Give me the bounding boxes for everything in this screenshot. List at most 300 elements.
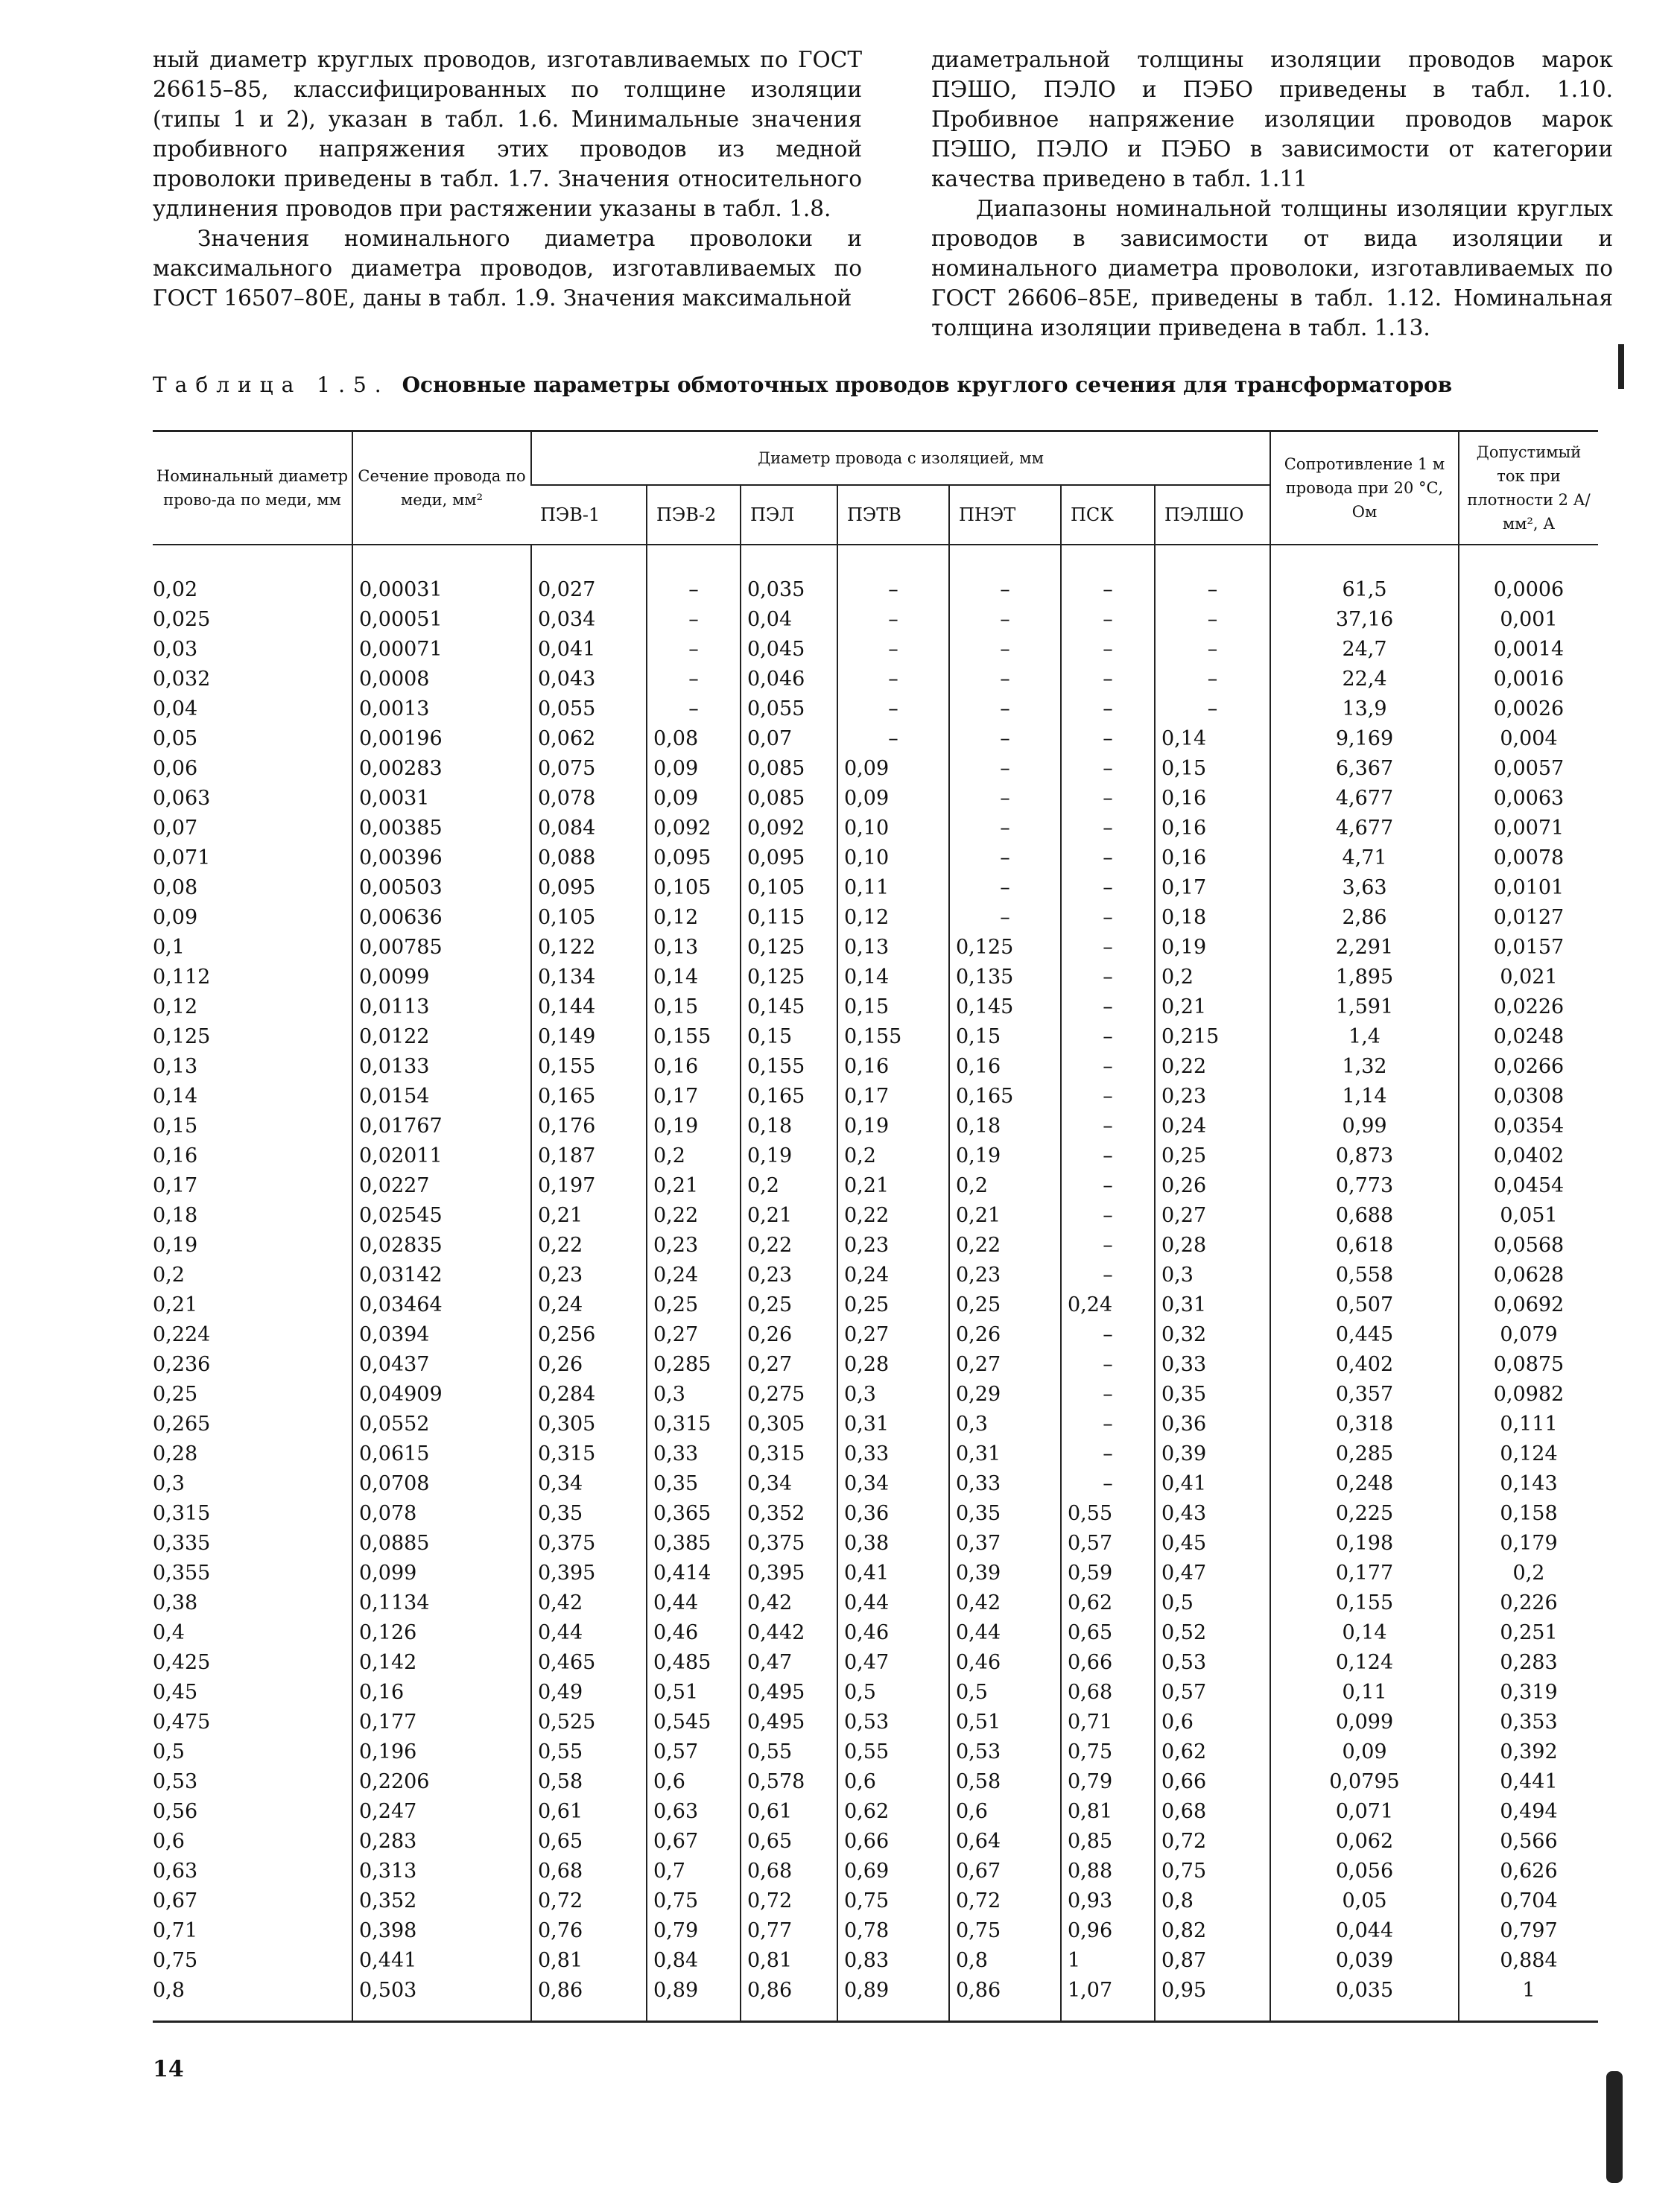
table-cell: 0,2 — [1459, 1559, 1598, 1588]
paragraph: ный диаметр круглых проводов, изготавливаемых по ГОСТ 26615–85, классифицированных по толщине изоляции (типы 1 и 2), указан в табл. 1.6. Минимальные значения пробивного напряжения этих проводов из медной проволоки приведены в табл. 1.7. Значения относительного удлинения проводов при растяжении указаны в табл. 1.8. — [153, 47, 862, 221]
table-cell: 0,2 — [1155, 963, 1270, 992]
table-cell: 0,112 — [153, 966, 211, 989]
table-cell: 0,49 — [531, 1678, 647, 1708]
table-cell: 0,095 — [531, 873, 647, 903]
table-cell: 0,075 — [531, 754, 647, 784]
table-cell: 0,084 — [531, 814, 647, 843]
table-cell: 0,0014 — [1459, 635, 1598, 665]
table-cell: 0,21 — [837, 1171, 949, 1201]
table-cell: 0,0308 — [1459, 1082, 1598, 1112]
table-row — [153, 1022, 1598, 1052]
table-row — [153, 1827, 1598, 1857]
table-cell: 0,442 — [741, 1618, 837, 1648]
table-cell: 0,335 — [153, 1532, 211, 1555]
table-cell: 0,16 — [1155, 784, 1270, 814]
table-cell: 0,0354 — [1459, 1112, 1598, 1141]
table-cell: 0,3 — [837, 1380, 949, 1410]
table-cell: 0,2 — [647, 1141, 741, 1171]
table-cell: 0,36 — [837, 1499, 949, 1529]
table-cell: 0,688 — [1270, 1201, 1459, 1231]
table-cell: 0,425 — [153, 1651, 211, 1674]
table-row — [153, 1082, 1598, 1112]
table-cell: 0,224 — [153, 1323, 211, 1346]
table-row — [153, 1529, 1598, 1559]
table-cell: 0,24 — [1061, 1290, 1155, 1320]
table-cell: 0,23 — [837, 1231, 949, 1261]
table-cell: 0,039 — [1270, 1946, 1459, 1976]
table-cell: – — [837, 635, 949, 665]
table-row — [153, 1469, 1598, 1499]
table-cell: 0,10 — [837, 843, 949, 873]
table-cell: 0,77 — [741, 1916, 837, 1946]
table-cell: 0,00503 — [352, 873, 531, 903]
table-cell: 0,75 — [1061, 1737, 1155, 1767]
header-brand: ПЭВ-1 — [531, 485, 647, 545]
table-cell: 0,69 — [837, 1857, 949, 1886]
table-cell: 0,395 — [531, 1559, 647, 1588]
table-cell: 0,59 — [1061, 1559, 1155, 1588]
table-cell: 0,044 — [1270, 1916, 1459, 1946]
table-cell: 0,85 — [1061, 1827, 1155, 1857]
table-cell: 0,124 — [1270, 1648, 1459, 1678]
table-cell: 0,75 — [837, 1886, 949, 1916]
table-cell: 0,197 — [531, 1171, 647, 1201]
table-row — [153, 1439, 1598, 1469]
table-cell: 0,078 — [531, 784, 647, 814]
table-cell: 0,27 — [647, 1320, 741, 1350]
table-cell: – — [949, 873, 1061, 903]
table-cell: 0,0078 — [1459, 843, 1598, 873]
table-cell: 0,2 — [741, 1171, 837, 1201]
table-cell: 0,16 — [352, 1678, 531, 1708]
table-cell: 0,55 — [531, 1737, 647, 1767]
table-cell: – — [837, 665, 949, 694]
table-cell: 0,578 — [741, 1767, 837, 1797]
table-cell: 0,285 — [647, 1350, 741, 1380]
table-cell: – — [647, 694, 741, 724]
table-row — [153, 575, 1598, 605]
table-cell: – — [1061, 1261, 1155, 1290]
table-cell: 0,79 — [1061, 1767, 1155, 1797]
table-cell: 0,177 — [1270, 1559, 1459, 1588]
table-cell: 0,31 — [1155, 1290, 1270, 1320]
table-cell: 0,64 — [949, 1827, 1061, 1857]
table-cell: 0,26 — [949, 1320, 1061, 1350]
table-cell: 0,03142 — [352, 1261, 531, 1290]
table-cell: 0,07 — [153, 817, 198, 840]
table-cell: 0,11 — [1270, 1678, 1459, 1708]
table-cell: 0,441 — [1459, 1767, 1598, 1797]
table-cell: 0,485 — [647, 1648, 741, 1678]
table-cell: 0,34 — [531, 1469, 647, 1499]
table-row — [153, 1976, 1598, 2022]
table-cell: 0,63 — [647, 1797, 741, 1827]
table-row — [153, 1559, 1598, 1588]
table-row — [153, 1380, 1598, 1410]
table-cell: 0,01767 — [352, 1112, 531, 1141]
table-cell: – — [1061, 605, 1155, 635]
table-cell: 0,62 — [1061, 1588, 1155, 1618]
table-cell: 0,44 — [837, 1588, 949, 1618]
table-cell: 0,0127 — [1459, 903, 1598, 933]
table-cell: – — [1061, 1082, 1155, 1112]
table-cell: – — [949, 665, 1061, 694]
table-cell: 0,0226 — [1459, 992, 1598, 1022]
table-cell: – — [1155, 635, 1270, 665]
table-cell: 0,402 — [1270, 1350, 1459, 1380]
table-cell: 0,19 — [741, 1141, 837, 1171]
table-cell: 0,395 — [741, 1559, 837, 1588]
table-cell: 0,198 — [1270, 1529, 1459, 1559]
table-cell: 0,68 — [531, 1857, 647, 1886]
table-cell: 0,441 — [352, 1946, 531, 1976]
table-cell: 0,105 — [531, 903, 647, 933]
table-cell: 24,7 — [1270, 635, 1459, 665]
table-cell: 0,17 — [153, 1174, 198, 1197]
table-cell: 0,124 — [1459, 1439, 1598, 1469]
table-row — [153, 814, 1598, 843]
table-cell: 0,61 — [741, 1797, 837, 1827]
table-cell: 0,12 — [647, 903, 741, 933]
table-cell: 0,0016 — [1459, 665, 1598, 694]
table-cell: 0,52 — [1155, 1618, 1270, 1648]
table-caption-title: Основные параметры обмоточных проводов круглого сечения для трансформаторов — [402, 373, 1453, 397]
table-cell: 0,318 — [1270, 1410, 1459, 1439]
table-cell: 0,23 — [647, 1231, 741, 1261]
table-cell: 0,155 — [531, 1052, 647, 1082]
table-cell: 0,45 — [153, 1681, 198, 1704]
table-cell: 0,27 — [1155, 1201, 1270, 1231]
table-cell: 0,86 — [531, 1976, 647, 2022]
table-cell: 0,00283 — [352, 754, 531, 784]
table-cell: 0,0454 — [1459, 1171, 1598, 1201]
table-cell: – — [1061, 694, 1155, 724]
table-cell: 0,47 — [741, 1648, 837, 1678]
table-cell: 0,6 — [949, 1797, 1061, 1827]
table-cell: 0,2 — [837, 1141, 949, 1171]
table-cell: 0,247 — [352, 1797, 531, 1827]
table-cell: 0,032 — [153, 668, 211, 691]
table-cell: 0,76 — [531, 1916, 647, 1946]
table-cell: 0,142 — [352, 1648, 531, 1678]
table-cell: 0,56 — [153, 1800, 198, 1823]
table-row — [153, 1320, 1598, 1350]
table-cell: – — [1061, 575, 1155, 605]
table-body — [153, 545, 1598, 2022]
table-cell: 0,085 — [741, 784, 837, 814]
table-cell: 0,111 — [1459, 1410, 1598, 1439]
table-row — [153, 724, 1598, 754]
table-cell: 0,25 — [153, 1383, 198, 1406]
table-row — [153, 635, 1598, 665]
table-cell: 0,24 — [647, 1261, 741, 1290]
table-cell: 0,18 — [1155, 903, 1270, 933]
table-row — [153, 694, 1598, 724]
table-cell: 0,33 — [949, 1469, 1061, 1499]
table-cell: 0,0795 — [1270, 1767, 1459, 1797]
table-cell: 0,17 — [837, 1082, 949, 1112]
table-cell: 0,062 — [531, 724, 647, 754]
table-row — [153, 1112, 1598, 1141]
table-cell: – — [949, 903, 1061, 933]
table-cell: 0,96 — [1061, 1916, 1155, 1946]
table-cell: 0,06 — [153, 757, 198, 780]
table-cell: 0,78 — [837, 1916, 949, 1946]
table-cell: 0,83 — [837, 1946, 949, 1976]
table-cell: 0,35 — [647, 1469, 741, 1499]
table-cell: 0,095 — [647, 843, 741, 873]
table-cell: 0,155 — [741, 1052, 837, 1082]
table-cell: 0,00636 — [352, 903, 531, 933]
table-cell: 0,265 — [153, 1413, 211, 1436]
table-row — [153, 1916, 1598, 1946]
table-cell: 0,0615 — [352, 1439, 531, 1469]
table-cell: 0,09 — [153, 906, 198, 929]
table-cell: 0,55 — [741, 1737, 837, 1767]
table-cell: 0,063 — [153, 787, 211, 810]
table-cell: 0,67 — [949, 1857, 1061, 1886]
table-cell: – — [1061, 873, 1155, 903]
table-cell: 0,143 — [1459, 1469, 1598, 1499]
table-cell: 0,248 — [1270, 1469, 1459, 1499]
table-cell: 0,19 — [1155, 933, 1270, 963]
table-cell: 0,35 — [949, 1499, 1061, 1529]
table-cell: 0,2 — [949, 1171, 1061, 1201]
table-cell: 0,51 — [949, 1708, 1061, 1737]
table-row — [153, 1290, 1598, 1320]
table-cell: 0,84 — [647, 1946, 741, 1976]
table-cell: 0,797 — [1459, 1916, 1598, 1946]
table-cell: 0,19 — [647, 1112, 741, 1141]
table-cell: 0,3 — [647, 1380, 741, 1410]
table-cell: 0,33 — [647, 1439, 741, 1469]
table-cell: 0,315 — [741, 1439, 837, 1469]
table-cell: 2,86 — [1270, 903, 1459, 933]
table-cell: 0,08 — [647, 724, 741, 754]
table-row — [153, 1767, 1598, 1797]
table-cell: 0,078 — [352, 1499, 531, 1529]
table-row — [153, 963, 1598, 992]
table-cell: 0,22 — [1155, 1052, 1270, 1082]
table-cell: 0,21 — [949, 1201, 1061, 1231]
table-cell: – — [1061, 724, 1155, 754]
table-cell: 0,035 — [741, 575, 837, 605]
table-cell: 0,09 — [647, 784, 741, 814]
table-cell: 0,398 — [352, 1916, 531, 1946]
table-cell: 0,225 — [1270, 1499, 1459, 1529]
table-cell: – — [1061, 784, 1155, 814]
table-cell: – — [837, 605, 949, 635]
table-cell: – — [1061, 1231, 1155, 1261]
table-cell: 0,27 — [949, 1350, 1061, 1380]
table-cell: 0,088 — [531, 843, 647, 873]
table-cell: 0,105 — [741, 873, 837, 903]
table-cell: 0,055 — [741, 694, 837, 724]
table-cell: 0,283 — [1459, 1648, 1598, 1678]
table-cell: 0,67 — [647, 1827, 741, 1857]
table-cell: 0,0692 — [1459, 1290, 1598, 1320]
table-cell: – — [1061, 635, 1155, 665]
table-cell: 0,0628 — [1459, 1261, 1598, 1290]
table-cell: 0,0026 — [1459, 694, 1598, 724]
header-diameter-group: Диаметр провода с изоляцией, мм — [531, 431, 1270, 486]
table-cell: 0,88 — [1061, 1857, 1155, 1886]
table-row — [153, 1141, 1598, 1171]
table-cell: 13,9 — [1270, 694, 1459, 724]
table-cell: 0,5 — [153, 1740, 185, 1763]
table-cell: 0,31 — [837, 1410, 949, 1439]
table-row — [153, 903, 1598, 933]
table-cell: 0,23 — [1155, 1082, 1270, 1112]
table-cell: 0,14 — [837, 963, 949, 992]
table-cell: 0,134 — [531, 963, 647, 992]
right-text-column — [931, 45, 1613, 343]
table-cell: 0,07 — [741, 724, 837, 754]
table-cell: 0,09 — [837, 784, 949, 814]
table-cell: – — [1061, 992, 1155, 1022]
table-cell: 0,55 — [1061, 1499, 1155, 1529]
table-cell: 0,23 — [531, 1261, 647, 1290]
table-cell: 0,66 — [837, 1827, 949, 1857]
table-row — [153, 605, 1598, 635]
table-cell: 0,27 — [837, 1320, 949, 1350]
table-cell: 0,17 — [647, 1082, 741, 1112]
table-cell: 0,53 — [949, 1737, 1061, 1767]
table-cell: 0,68 — [1061, 1678, 1155, 1708]
table-row — [153, 1797, 1598, 1827]
table-cell: 0,445 — [1270, 1320, 1459, 1350]
table-cell: 0,87 — [1155, 1946, 1270, 1976]
table-cell: 0,67 — [153, 1889, 198, 1912]
table-cell: 0,135 — [949, 963, 1061, 992]
table-cell: 0,305 — [741, 1410, 837, 1439]
table-cell: – — [1061, 1112, 1155, 1141]
table-cell: 0,72 — [741, 1886, 837, 1916]
table-row — [153, 992, 1598, 1022]
table-cell: 0,352 — [741, 1499, 837, 1529]
table-cell: 0,04 — [741, 605, 837, 635]
table-cell: 0,05 — [1270, 1886, 1459, 1916]
table-cell: 0,15 — [837, 992, 949, 1022]
table-cell: 0,89 — [837, 1976, 949, 2022]
table-cell: 0,177 — [352, 1708, 531, 1737]
table-cell: 0,45 — [1155, 1529, 1270, 1559]
table-cell: 0,10 — [837, 814, 949, 843]
table-cell: 0,71 — [153, 1919, 198, 1942]
header-brand: ПЭТВ — [837, 485, 949, 545]
table-cell: 0,63 — [153, 1860, 198, 1883]
table-cell: 0,66 — [1155, 1767, 1270, 1797]
table-cell: 0,27 — [741, 1350, 837, 1380]
table-cell: 0,86 — [949, 1976, 1061, 2022]
table-cell: 22,4 — [1270, 665, 1459, 694]
table-cell: 0,2206 — [352, 1767, 531, 1797]
table-cell: 0,26 — [1155, 1171, 1270, 1201]
table-cell: 0,495 — [741, 1678, 837, 1708]
table-cell: – — [949, 814, 1061, 843]
table-cell: 0,57 — [1155, 1678, 1270, 1708]
table-spacer-row — [153, 545, 1598, 575]
table-cell: 0,0402 — [1459, 1141, 1598, 1171]
table-cell: 0,0394 — [352, 1320, 531, 1350]
table-cell: 0,03 — [153, 638, 198, 661]
table-cell: – — [1061, 933, 1155, 963]
table-cell: 0,165 — [949, 1082, 1061, 1112]
table-row — [153, 1648, 1598, 1678]
table-cell: 0,092 — [741, 814, 837, 843]
table-cell: 0,0154 — [352, 1082, 531, 1112]
table-row — [153, 784, 1598, 814]
table-cell: 0,215 — [1155, 1022, 1270, 1052]
table-cell: 0,0266 — [1459, 1052, 1598, 1082]
table-cell: 0,494 — [1459, 1797, 1598, 1827]
table-cell: 0,00071 — [352, 635, 531, 665]
table-cell: 0,236 — [153, 1353, 211, 1376]
table-cell: 1,07 — [1061, 1976, 1155, 2022]
table-cell: 0,02 — [153, 578, 198, 601]
table-cell: 0,176 — [531, 1112, 647, 1141]
table-cell: 0,22 — [647, 1201, 741, 1231]
table-cell: 0,385 — [647, 1529, 741, 1559]
table-cell: 0,15 — [647, 992, 741, 1022]
table-cell: 37,16 — [1270, 605, 1459, 635]
table-cell: 0,18 — [741, 1112, 837, 1141]
table-cell: 0,545 — [647, 1708, 741, 1737]
table-cell: 0,22 — [741, 1231, 837, 1261]
table-row — [153, 1618, 1598, 1648]
table-cell: 0,66 — [1061, 1648, 1155, 1678]
table-cell: 0,319 — [1459, 1678, 1598, 1708]
table-cell: 9,169 — [1270, 724, 1459, 754]
table-cell: 0,558 — [1270, 1261, 1459, 1290]
table-cell: 0,115 — [741, 903, 837, 933]
table-cell: 0,86 — [741, 1976, 837, 2022]
table-cell: 1,895 — [1270, 963, 1459, 992]
table-cell: 61,5 — [1270, 575, 1459, 605]
table-cell: 0,75 — [949, 1916, 1061, 1946]
table-row — [153, 1350, 1598, 1380]
table-cell: 0,02545 — [352, 1201, 531, 1231]
table-row — [153, 1201, 1598, 1231]
table-cell: – — [1155, 605, 1270, 635]
table-cell: 0,42 — [949, 1588, 1061, 1618]
table-cell: 0,34 — [837, 1469, 949, 1499]
left-text-column — [153, 45, 862, 313]
table-cell: 0,0101 — [1459, 873, 1598, 903]
table-cell: 0,13 — [837, 933, 949, 963]
table-cell: – — [1061, 963, 1155, 992]
table-cell: 0,105 — [647, 873, 741, 903]
table-cell: 0,46 — [837, 1618, 949, 1648]
table-cell: 0,144 — [531, 992, 647, 1022]
table-cell: 0,525 — [531, 1708, 647, 1737]
table-cell: 0,085 — [741, 754, 837, 784]
table-cell: 0,62 — [1155, 1737, 1270, 1767]
table-cell: 0,0133 — [352, 1052, 531, 1082]
table-cell: 0,00396 — [352, 843, 531, 873]
table-cell: 0,82 — [1155, 1916, 1270, 1946]
table-cell: 0,21 — [741, 1201, 837, 1231]
table-cell: 0,1134 — [352, 1588, 531, 1618]
table-cell: 0,33 — [837, 1439, 949, 1469]
table-cell: 0,0063 — [1459, 784, 1598, 814]
table-cell: 0,44 — [647, 1588, 741, 1618]
table-cell: 0,44 — [949, 1618, 1061, 1648]
table-cell: 0,03464 — [352, 1290, 531, 1320]
table-cell: 0,11 — [837, 873, 949, 903]
table-cell: 0,0113 — [352, 992, 531, 1022]
table-row — [153, 843, 1598, 873]
